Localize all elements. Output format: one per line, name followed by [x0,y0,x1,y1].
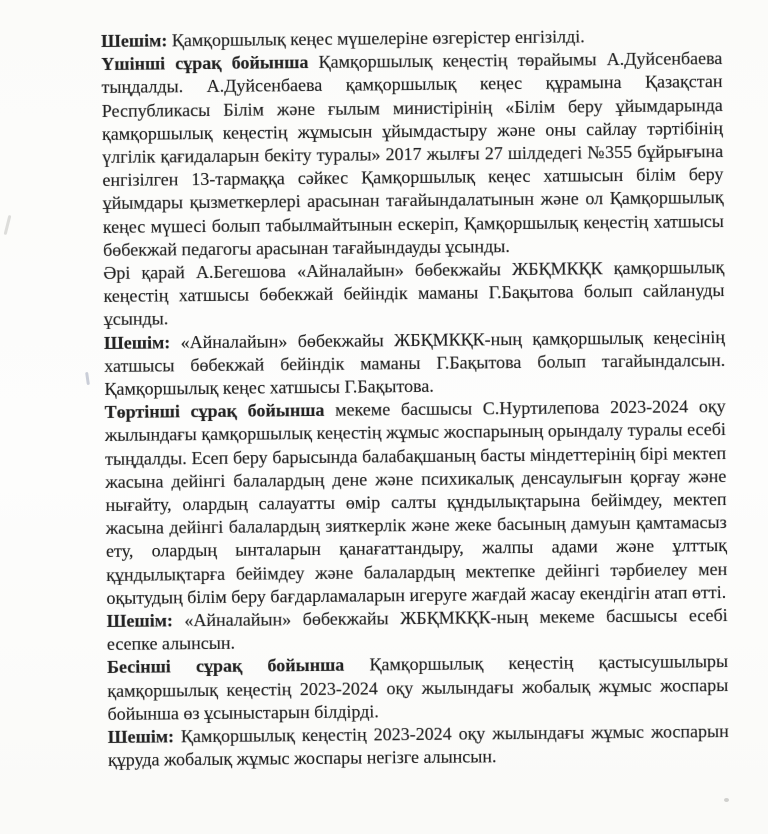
paragraph-decision-2 [104,326,726,402]
scan-speck [724,798,729,802]
paragraph-lead: Төртінші сұрақ бойынша [104,400,325,423]
paragraph-proposal [103,256,725,332]
paragraph-body: Әрі қарай А.Бегешова «Айналайын» бөбекжайы ЖБҚМКҚК қамқоршылық кеңестің хатшысы бөбекжай бейіндік маманы Г.Бақытова болып сайлануды ұсынды. [103,257,725,330]
paragraph-lead: Шешім: [107,726,175,748]
document-text-block [101,24,729,772]
paragraph-decision-4 [108,720,729,772]
paragraph-lead: Шешім: [101,30,168,51]
paragraph-body: Қамқоршылық кеңестің төрайымы А.Дуйсенбаева тыңдалды. А.Дуйсенбаева қамқоршылық кеңес құрамына Қазақстан Республикасы Білім және ғылым министірінің «Білім беру ұйымдарында қамқоршылық кеңестің жұмысын ұйымдастыру және оны сайлау тәртібінің үлгілік қағидаларын бекіту туралы» 2017 жылғы 27 шілдедегі №355 бұйрығына енгізілген 13-тармаққа сәйкес Қамқоршылық кеңес хатшысын білім беру ұйымдары қызметкерлері арасынан тағайындалатынын және ол Қамқоршылық кеңес мүшесі болып табылмайтынын ескеріп, Қамқоршылық кеңестің хатшысы бөбекжай педагогы арасынан тағайындауды ұсынды. [101,48,724,260]
paragraph-body: «Айналайын» бөбекжайы ЖБҚМКҚК-ның қамқоршылық кеңесінің хатшысы бөбекжай бейіндік маманы Г.Бақытова болып тагайындалсын. Қамқоршылық кеңес хатшысы Г.Бақытова. [104,326,726,400]
paragraph-lead: Бесінші сұрақ бойынша [107,655,345,678]
scan-speck [85,372,90,385]
paragraph-question-3 [101,47,724,262]
paragraph-question-4 [105,395,728,610]
paragraph-body: Қамқоршылық кеңестің 2023-2024 оқу жылындағы жұмыс жоспарын құруда жобалық жұмыс жоспары негізге алынсын. [107,721,729,771]
paragraph-body: мекеме басшысы С.Нуртилепова 2023-2024 оқу жылындағы қамқоршылық кеңестің жұмыс жоспарының орындалу туралы есебі тыңдалды. Есеп беру барысында балабақшаның басты міндеттерінің бірі мектеп жасына дейінгі балалардың дене және психикалық денсаулығын қорғау және нығайту, олардың салауатты өмір салты құндылықтарына бейімдеу, мектеп жасына дейінгі балалардың зияткерлік және жеке басының дамуын қамтамасыз ету, олардың ынталарын қанағаттандыру, жалпы адами және ұлттық құндылықтарға бейімдеу және балалардың мектепке дейінгі тәрбиелеу мен оқытудың білім беру бағдарламаларын игеруге жағдай жасау екендігін атап өтті. [104,396,728,608]
paragraph-body: «Айналайын» бөбекжайы ЖБҚМКҚК-ның мекеме басшысы есебі есепке алынсын. [106,605,728,655]
paragraph-lead: Үшінші сұрақ бойынша [101,52,309,75]
paragraph-body: Қамқоршылық кеңес мүшелеріне өзгерістер енгізілді. [167,26,585,51]
scan-speck [4,215,12,235]
paragraph-question-5 [107,650,729,726]
paragraph-lead: Шешім: [106,610,173,632]
paragraph-lead: Шешім: [103,331,171,353]
paragraph-body: Қамқоршылық кеңестің қастысушылыры қамқоршылық кеңестің 2023-2024 оқу жылындағы жобалық жұмыс жоспары бойынша өз ұсыныстарын білдірді. [107,651,729,724]
paragraph-decision-3 [107,604,728,656]
